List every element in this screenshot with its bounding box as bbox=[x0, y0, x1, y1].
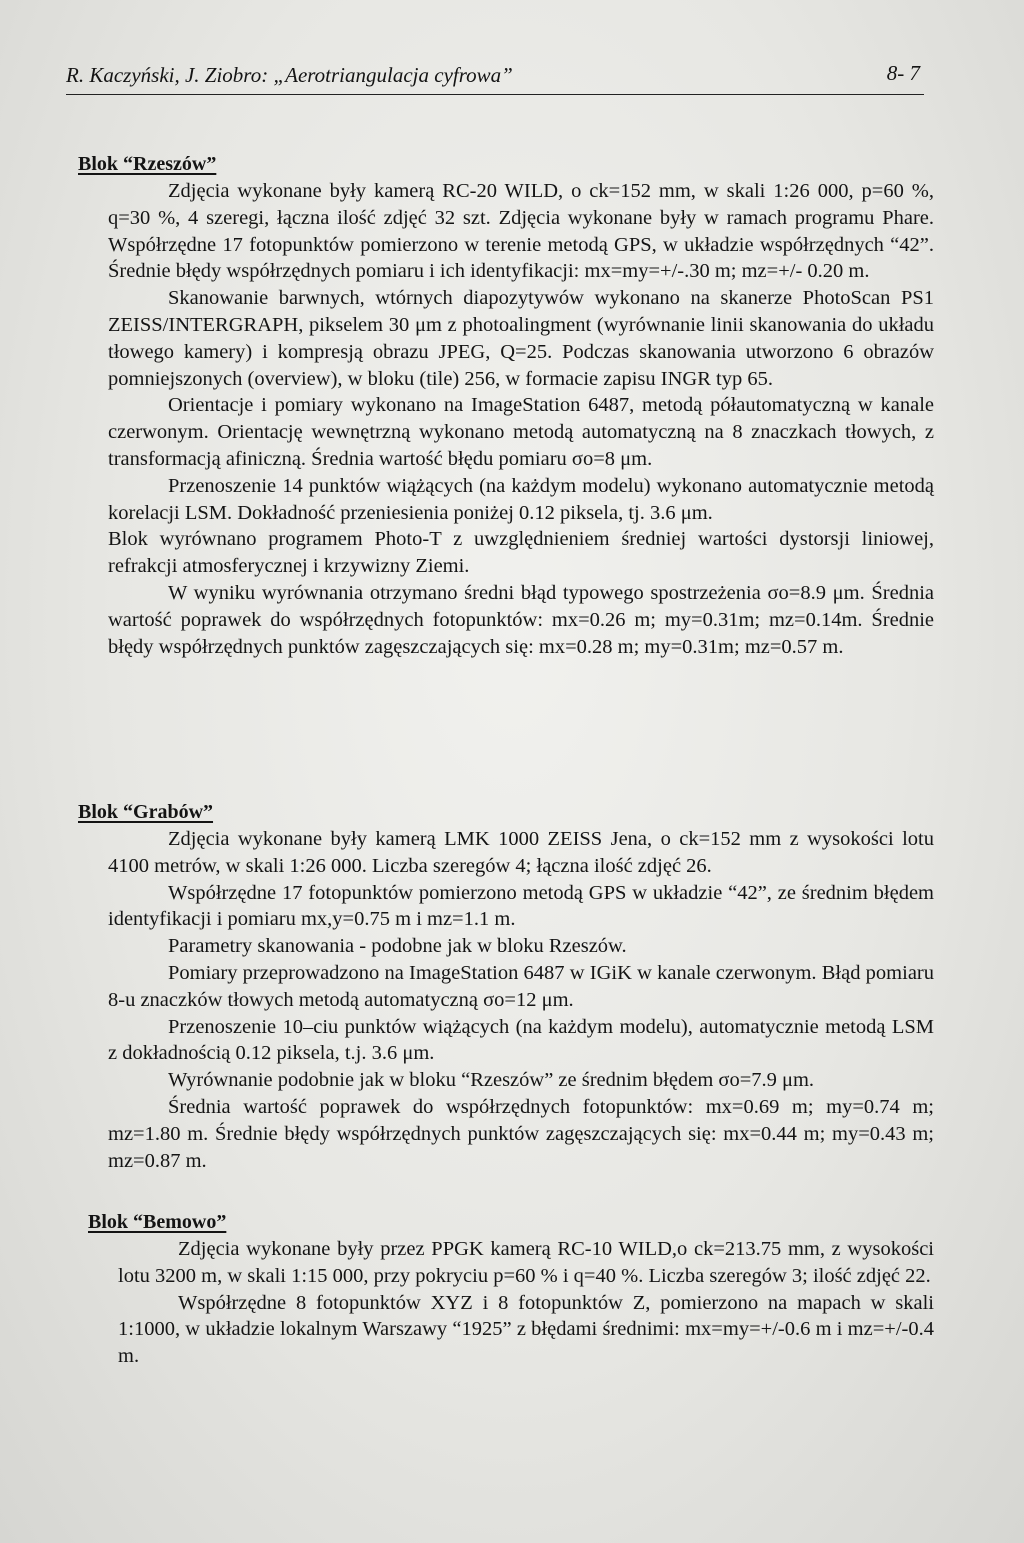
section-title: Blok “Grabów” bbox=[78, 801, 214, 823]
paragraph: W wyniku wyrównania otrzymano średni błąd typowego spostrzeżenia σo=8.9 μm. Średnia wartość poprawek do współrzędnych fotopunktów: mx=0.26 m; my=0.31m; mz=0.14m. Średnie błędy współrzędnych punktów zagęszczających się: mx=0.28 m; my=0.31m; mz=0.57 m. bbox=[108, 581, 934, 658]
paragraph: Zdjęcia wykonane były przez PPGK kamerą RC-10 WILD,o ck=213.75 mm, z wysokości lotu 3200 m, w skali 1:15 000, przy pokryciu p=60 % i q=40 %. Liczba szeregów 3; ilość zdjęć 22. bbox=[118, 1238, 934, 1287]
paragraph: Przenoszenie 10–ciu punktów wiążących (na każdym modelu), automatycznie metodą LSM z dokładnością 0.12 piksela, t.j. 3.6 μm. bbox=[108, 1015, 934, 1065]
section-title: Blok “Bemowo” bbox=[88, 1211, 227, 1233]
paragraph: Współrzędne 17 fotopunktów pomierzono metodą GPS w układzie “42”, ze średnim błędem identyfikacji i pomiaru mx,y=0.75 m i mz=1.1 m. bbox=[108, 881, 934, 931]
paragraph: Wyrównanie podobnie jak w bloku “Rzeszów” ze średnim błędem σo=7.9 μm. bbox=[168, 1069, 815, 1092]
paragraph: Blok wyrównano programem Photo-T z uwzględnieniem średniej wartości dystorsji liniowej, refrakcji atmosferycznej i krzywizny Ziemi. bbox=[108, 528, 934, 578]
section-title: Blok “Rzeszów” bbox=[78, 153, 217, 175]
section-rzeszow bbox=[78, 150, 934, 660]
running-header bbox=[66, 58, 924, 95]
paragraph: Współrzędne 8 fotopunktów XYZ i 8 fotopunktów Z, pomierzono na mapach w skali 1:1000, w układzie lokalnym Warszawy “1925” z błędami średnimi: mx=my=+/-0.6 m i mz=+/-0.4 m. bbox=[118, 1291, 934, 1368]
paragraph: Parametry skanowania - podobne jak w bloku Rzeszów. bbox=[168, 935, 627, 958]
paragraph: Orientacje i pomiary wykonano na ImageStation 6487, metodą półautomatyczną w kanale czerwonym. Orientację wewnętrzną wykonano metodą automatyczną na 8 znaczkach tłowych, z transformacją afiniczną. Średnia wartość błędu pomiaru σo=8 μm. bbox=[108, 394, 934, 470]
paragraph: Przenoszenie 14 punktów wiążących (na każdym modelu) wykonano automatycznie metodą korelacji LSM. Dokładność przeniesienia poniżej 0.12 piksela, tj. 3.6 μm. bbox=[108, 474, 934, 524]
paragraph: Skanowanie barwnych, wtórnych diapozytywów wykonano na skanerze PhotoScan PS1 ZEISS/INTERGRAPH, pikselem 30 μm z photoalingment (wyrównanie linii skanowania do układu tłowego kamery) i kompresją obrazu JPEG, Q=25. Podczas skanowania utworzono 6 obrazów pomniejszonych (overview), w bloku (tile) 256, w formacie zapisu INGR typ 65. bbox=[108, 287, 934, 390]
header-page-number: 8- 7 bbox=[886, 61, 920, 85]
header-authors-title: R. Kaczyński, J. Ziobro: „Aerotriangulacja cyfrowa” bbox=[66, 63, 513, 87]
paragraph: Zdjęcia wykonane były kamerą LMK 1000 ZEISS Jena, o ck=152 mm z wysokości lotu 4100 metrów, w skali 1:26 000. Liczba szeregów 4; łączna ilość zdjęć 26. bbox=[108, 828, 934, 877]
paragraph: Zdjęcia wykonane były kamerą RC-20 WILD, o ck=152 mm, w skali 1:26 000, p=60 %, q=30 %, 4 szeregi, łączna ilość zdjęć 32 szt. Zdjęcia wykonane były w ramach programu Phare. Współrzędne 17 fotopunktów pomierzono w terenie metodą GPS, w układzie współrzędnych “42”. Średnie błędy współrzędnych pomiaru i ich identyfikacji: mx=my=+/-.30 m; mz=+/- 0.20 m. bbox=[108, 180, 934, 283]
section-bemowo bbox=[88, 1208, 934, 1370]
paragraph: Pomiary przeprowadzono na ImageStation 6487 w IGiK w kanale czerwonym. Błąd pomiaru 8-u znaczków tłowych metodą automatyczną σo=12 μm. bbox=[108, 961, 934, 1011]
section-grabow bbox=[78, 798, 934, 1174]
paragraph: Średnia wartość poprawek do współrzędnych fotopunktów: mx=0.69 m; my=0.74 m; mz=1.80 m. Średnie błędy współrzędnych punktów zagęszczających się: mx=0.44 m; my=0.43 m; mz=0.87 m. bbox=[108, 1095, 934, 1172]
